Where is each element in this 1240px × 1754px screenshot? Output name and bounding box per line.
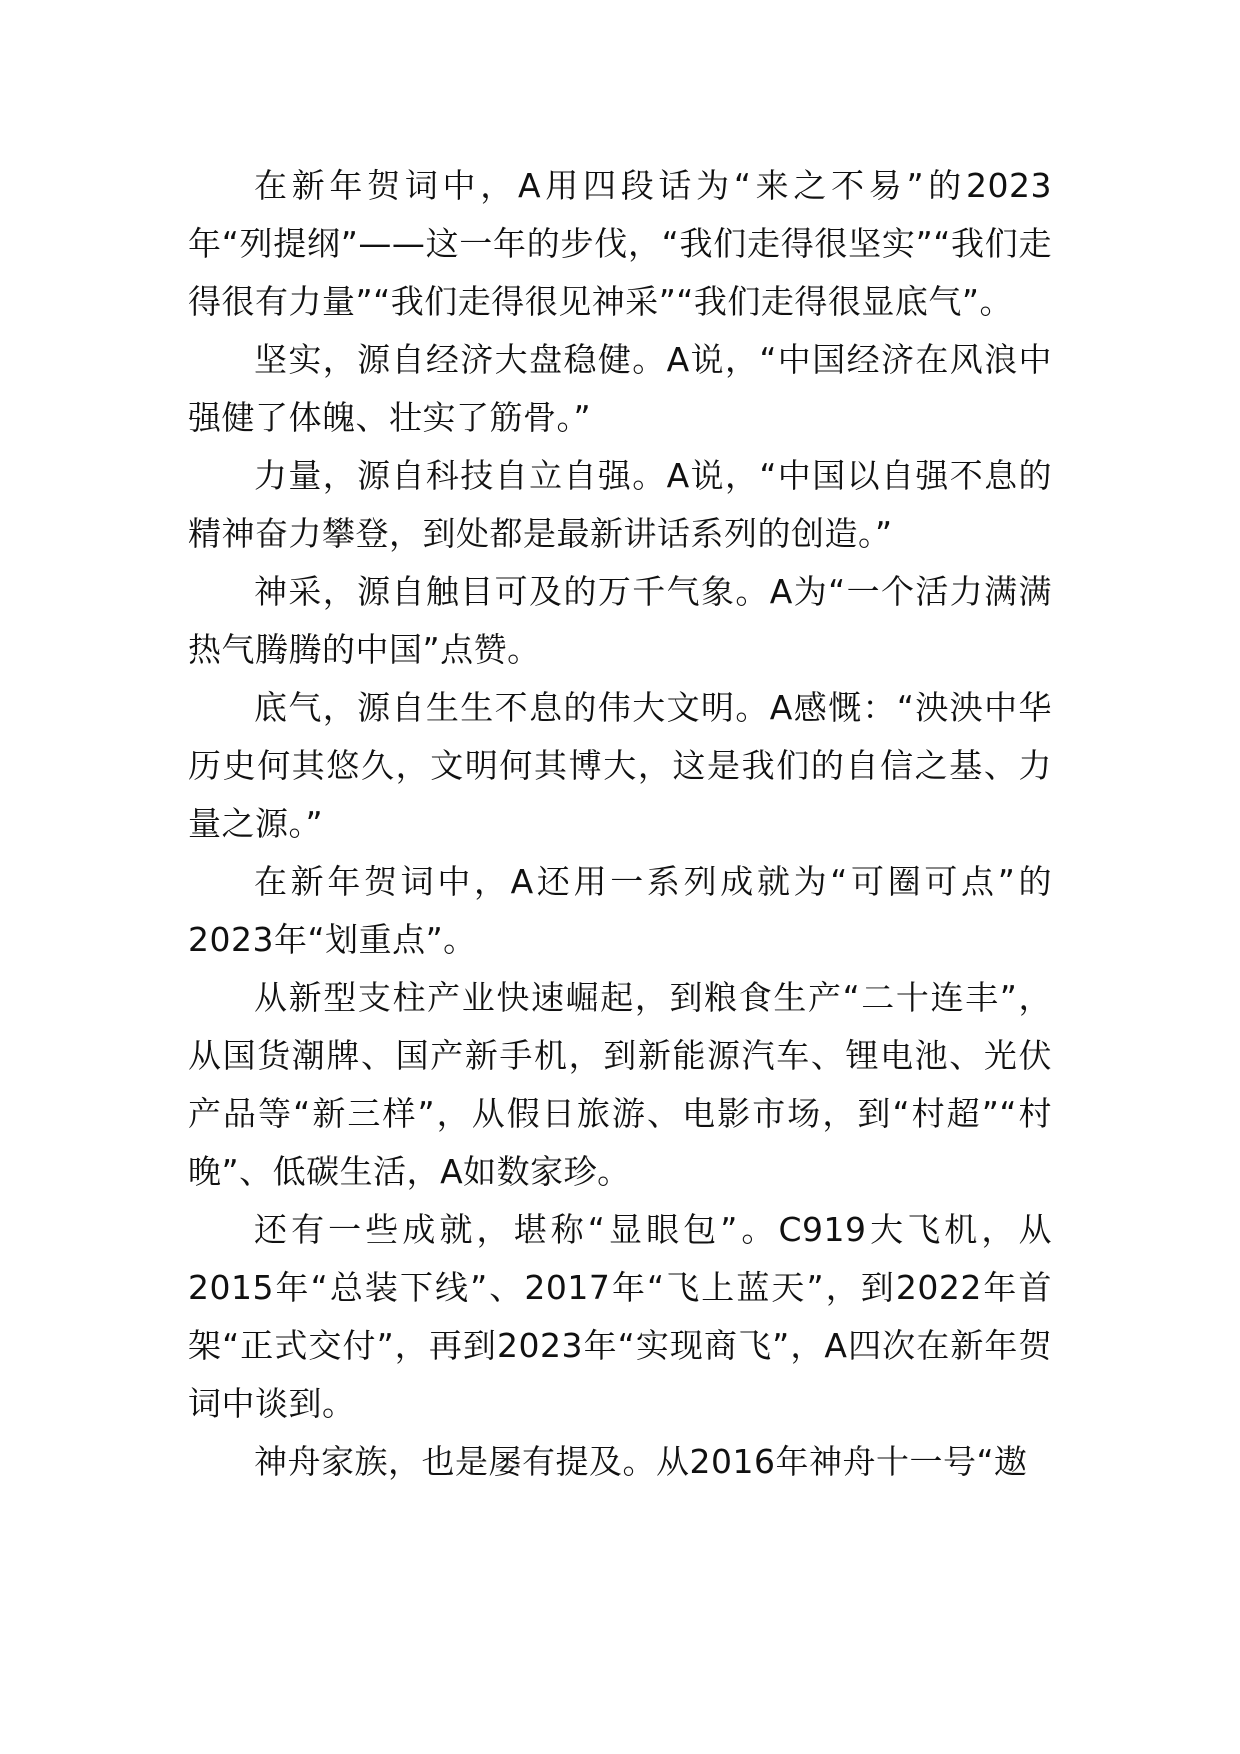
paragraph-6: 在新年贺词中，A还用一系列成就为“可圈可点”的2023年“划重点”。 bbox=[188, 862, 1052, 959]
paragraph-4: 神采，源自触目可及的万千气象。A为“一个活力满满热气腾腾的中国”点赞。 bbox=[188, 572, 1052, 669]
paragraph-7: 从新型支柱产业快速崛起，到粮食生产“二十连丰”，从国货潮牌、国产新手机，到新能源汽车、锂电池、光伏产品等“新三样”，从假日旅游、电影市场，到“村超”“村晚”、低碳生活，A如数家珍。 bbox=[188, 978, 1052, 1191]
paragraph-5: 底气，源自生生不息的伟大文明。A感慨：“泱泱中华历史何其悠久，文明何其博大，这是我们的自信之基、力量之源。” bbox=[188, 688, 1052, 843]
document-body bbox=[188, 157, 1052, 1491]
paragraph-3: 力量，源自科技自立自强。A说，“中国以自强不息的精神奋力攀登，到处都是最新讲话系列的创造。” bbox=[188, 456, 1052, 553]
paragraph-8: 还有一些成就，堪称“显眼包”。C919大飞机，从2015年“总装下线”、2017年“飞上蓝天”，到2022年首架“正式交付”，再到2023年“实现商飞”，A四次在新年贺词中谈到。 bbox=[188, 1210, 1052, 1423]
paragraph-2: 坚实，源自经济大盘稳健。A说，“中国经济在风浪中强健了体魄、壮实了筋骨。” bbox=[188, 340, 1052, 437]
paragraph-9: 神舟家族，也是屡有提及。从2016年神舟十一号“遨 bbox=[254, 1442, 1028, 1481]
paragraph-1: 在新年贺词中，A用四段话为“来之不易”的2023年“列提纲”——这一年的步伐，“我们走得很坚实”“我们走得很有力量”“我们走得很见神采”“我们走得很显底气”。 bbox=[188, 166, 1052, 321]
